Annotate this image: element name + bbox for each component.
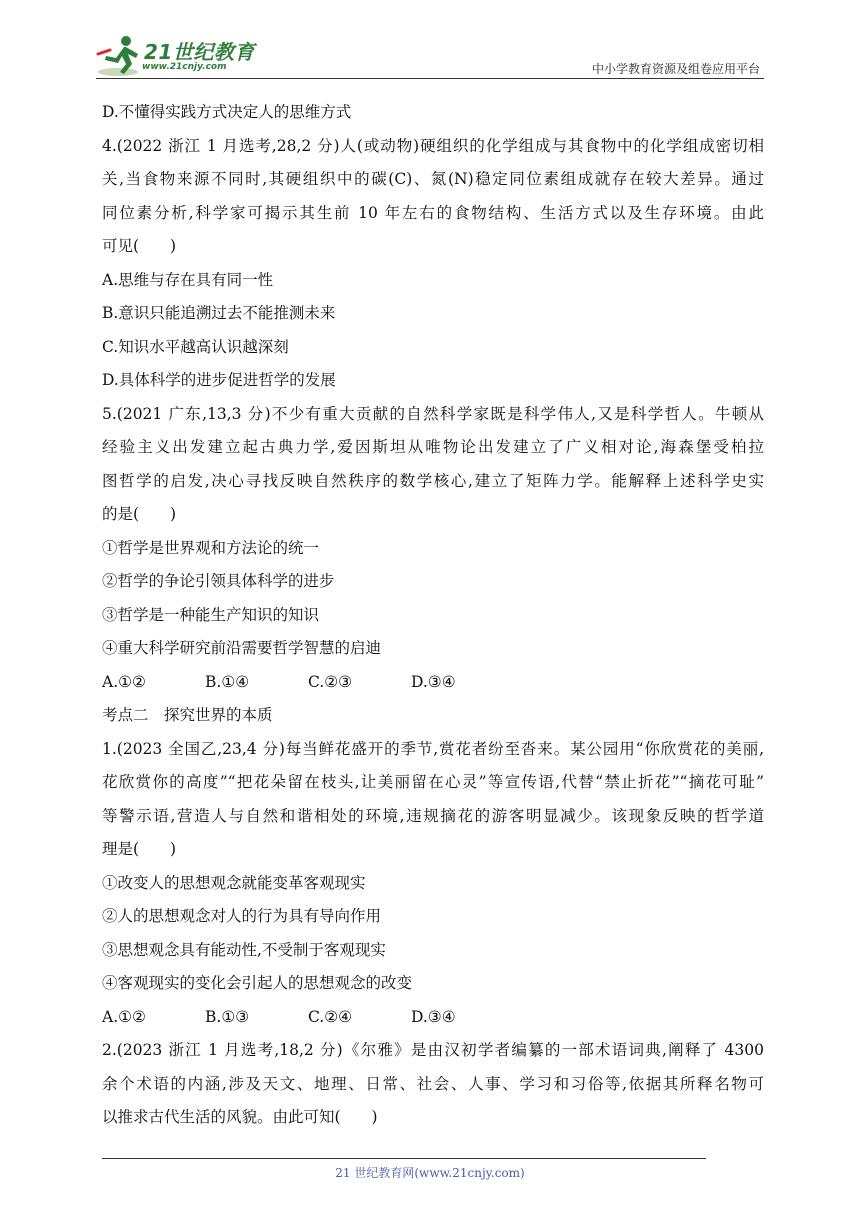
header-tagline: 中小学教育资源及组卷应用平台 (591, 62, 760, 76)
question-1-statement: ④客观现实的变化会引起人的思想观念的改变 (102, 974, 413, 992)
runner-logo-icon (96, 34, 148, 78)
option-a: A.①② (102, 1007, 146, 1026)
section-heading: 考点二 探究世界的本质 (102, 706, 273, 724)
question-5-stem: 5.(2021 广东,13,3 分)不少有重大贡献的自然科学家既是科学伟人,又是科学哲人。牛顿从 (102, 404, 764, 423)
question-1-statement: ③思想观念具有能动性,不受制于客观现实 (102, 940, 386, 959)
option-c: C.②③ (308, 672, 353, 691)
site-logo[interactable] (96, 34, 266, 78)
option-a: A.①② (102, 672, 146, 691)
document-body (102, 96, 764, 1135)
footer-link[interactable]: 21 世纪教育网(www.21cnjy.com) (335, 1166, 525, 1180)
header-divider (96, 78, 764, 79)
question-1-options (102, 1001, 764, 1035)
question-1-stem: 理是( ) (102, 840, 177, 858)
question-4-option-d: D.具体科学的进步促进哲学的发展 (102, 371, 336, 389)
question-5-stem: 经验主义出发建立起古典力学,爱因斯坦从唯物论出发建立了广义相对论,海森堡受柏拉 (102, 438, 764, 456)
page-header (96, 30, 764, 80)
question-1-stem: 1.(2023 全国乙,23,4 分)每当鲜花盛开的季节,赏花者纷至沓来。某公园用“你欣赏花的美丽, (102, 739, 764, 758)
question-5-options (102, 666, 764, 700)
question-4-option-b: B.意识只能追溯过去不能推测未来 (102, 304, 336, 322)
question-5-statement: ②哲学的争论引领具体科学的进步 (102, 572, 335, 590)
logo-url: www.21cnjy.com (142, 62, 227, 72)
question-5-statement: ①哲学是世界观和方法论的统一 (102, 538, 320, 557)
question-1-stem: 等警示语,营造人与自然和谐相处的环境,违规摘花的游客明显减少。该现象反映的哲学道 (102, 806, 764, 825)
footer-divider (102, 1158, 706, 1159)
option-b: B.①③ (205, 1007, 250, 1026)
question-1-statement: ①改变人的思想观念就能变革客观现实 (102, 873, 366, 892)
question-4-stem: 4.(2022 浙江 1 月选考,28,2 分)人(或动物)硬组织的化学组成与其食物中的化学组成密切相 (102, 136, 764, 155)
option-c: C.②④ (308, 1007, 353, 1026)
question-4-stem: 可见( ) (102, 237, 177, 255)
option-b: B.①④ (205, 672, 250, 691)
question-5-statement: ④重大科学研究前沿需要哲学智慧的启迪 (102, 639, 382, 657)
question-5-stem: 的是( ) (102, 505, 177, 523)
question-1-stem: 花欣赏你的高度”“把花朵留在枝头,让美丽留在心灵”等宣传语,代替“禁止折花”“摘花可耻” (102, 773, 764, 791)
option-d: D.③④ (411, 672, 456, 691)
question-2-stem: 2.(2023 浙江 1 月选考,18,2 分)《尔雅》是由汉初学者编纂的一部术语词典,阐释了 4300 (102, 1041, 764, 1059)
logo-text: 21世纪教育 (144, 40, 255, 64)
question-5-stem: 图哲学的启发,决心寻找反映自然秩序的数学核心,建立了矩阵力学。能解释上述科学史实 (102, 471, 764, 490)
question-1-statement: ②人的思想观念对人的行为具有导向作用 (102, 907, 382, 925)
option-line: D.不懂得实践方式决定人的思维方式 (102, 103, 352, 121)
question-2-stem: 以推求古代生活的风貌。由此可知( ) (102, 1108, 378, 1126)
question-2-stem: 余个术语的内涵,涉及天文、地理、日常、社会、人事、学习和习俗等,依据其所释名物可 (102, 1074, 764, 1093)
question-4-stem: 关,当食物来源不同时,其硬组织中的碳(C)、氮(N)稳定同位素组成就存在较大差异。通过 (102, 170, 764, 188)
option-d: D.③④ (411, 1007, 456, 1026)
question-4-stem: 同位素分析,科学家可揭示其生前 10 年左右的食物结构、生活方式以及生存环境。由此 (102, 203, 764, 222)
question-5-statement: ③哲学是一种能生产知识的知识 (102, 605, 320, 624)
question-4-option-a: A.思维与存在具有同一性 (102, 270, 274, 289)
question-4-option-c: C.知识水平越高认识越深刻 (102, 337, 289, 356)
